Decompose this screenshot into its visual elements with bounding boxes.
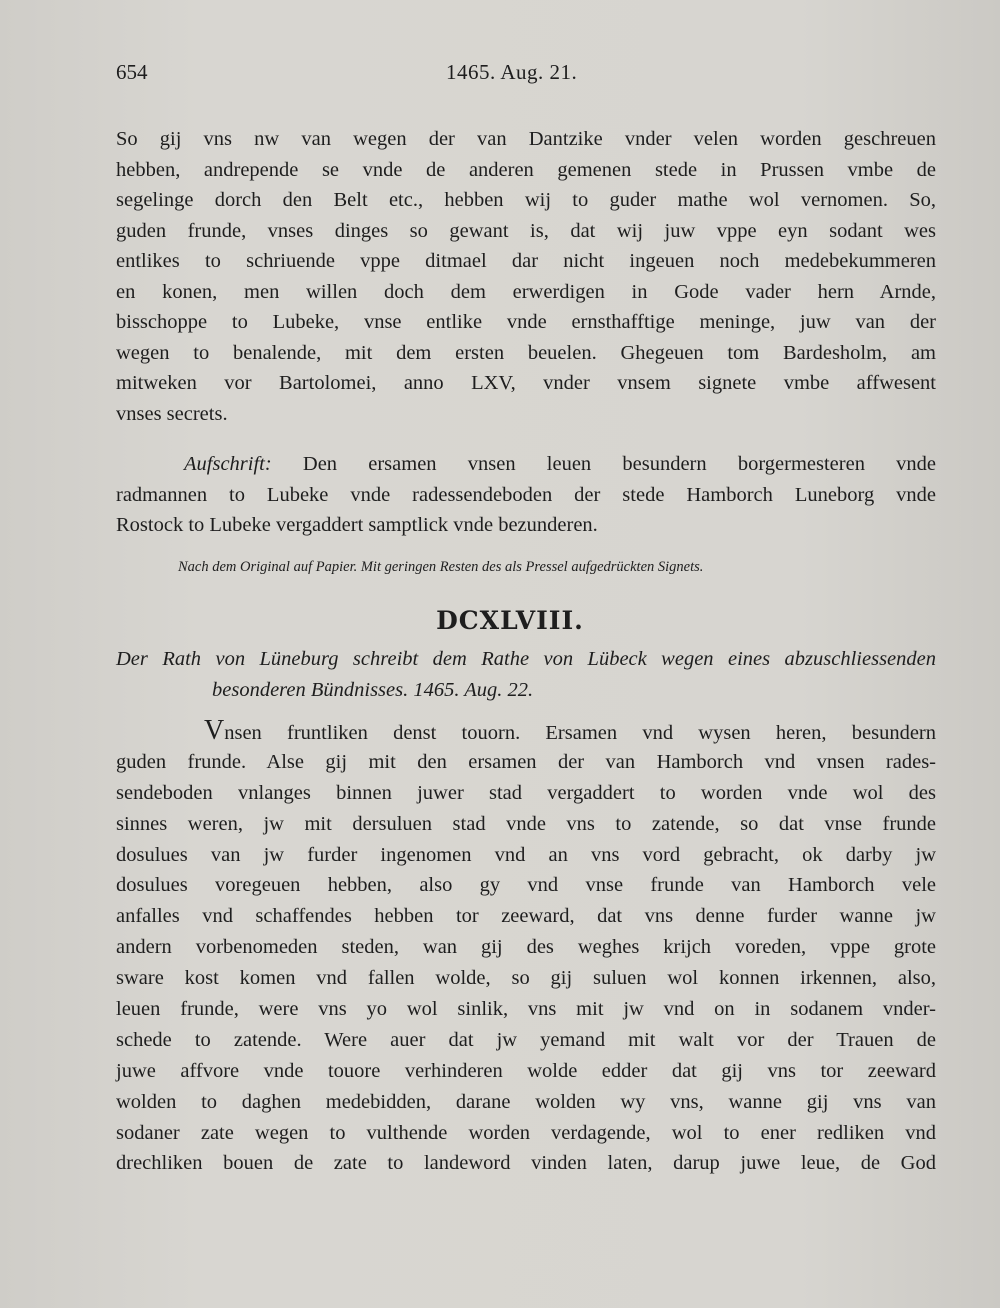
page-header: [116, 60, 936, 90]
text-line: schede to zatende. Were auer dat jw yemand mit walt vor der Trauen de: [116, 1028, 936, 1051]
source-note: Nach dem Original auf Papier. Mit geringen Resten des als Pressel aufgedrückten Signets.: [178, 559, 704, 575]
text-line: wolden to daghen medebidden, darane wolden wy vns, wanne gij vns van: [116, 1090, 936, 1113]
address-text: Den ersamen vnsen leuen besundern borgermesteren vnde: [302, 453, 936, 475]
text-line: hebben, andrepende se vnde de anderen gemenen stede in Prussen vmbe de: [116, 158, 936, 181]
address-label: Aufschrift:: [184, 453, 272, 475]
initial-letter: V: [204, 715, 225, 746]
text-line: en konen, men willen doch dem erwerdigen in Gode vader hern Arnde,: [116, 280, 936, 303]
letter-body-1: [116, 124, 936, 429]
text-line: So gij vns nw van wegen der van Dantzike vnder velen worden geschreuen: [116, 128, 936, 150]
regest-line: Der Rath von Lüneburg schreibt dem Rathe von Lübeck wegen eines abzuschliessenden: [116, 648, 936, 670]
text-line: wegen to benalende, mit dem ersten beuelen. Ghegeuen tom Bardesholm, am: [116, 341, 936, 364]
letter-body-2: [116, 716, 936, 1179]
text-line: segelinge dorch den Belt etc., hebben wij to guder mathe wol vernomen. So,: [116, 189, 936, 211]
text-line: guden frunde. Alse gij mit den ersamen der van Hamborch vnd vnsen rades-: [116, 750, 936, 773]
regest-line: besonderen Bündnisses. 1465. Aug. 22.: [212, 679, 534, 701]
text-line: sinnes weren, jw mit dersuluen stad vnde vns to zatende, so dat vnse frunde: [116, 812, 936, 835]
running-head: 1465. Aug. 21.: [446, 60, 578, 84]
text-line: drechliken bouen de zate to landeword vinden laten, darup juwe leue, de God: [116, 1152, 936, 1175]
text-line: radmannen to Lubeke vnde radessendeboden der stede Hamborch Luneborg vnde: [116, 483, 936, 506]
text-line: vnses secrets.: [116, 402, 228, 425]
text-line: entlikes to schriuende vppe ditmael dar nicht ingeuen noch medebekummeren: [116, 250, 936, 272]
text-line: sodaner zate wegen to vulthende worden verdagende, wol to ener redliken vnd: [116, 1121, 936, 1144]
address-section: [116, 449, 936, 541]
text-line: juwe affvore vnde touore verhinderen wolde edder dat gij vns tor zeeward: [116, 1059, 936, 1082]
address-first-line: [116, 449, 936, 480]
text-line: bisschoppe to Lubeke, vnse entlike vnde ernsthafftige meninge, juw van der: [116, 311, 936, 333]
letter-first-line: [116, 716, 936, 747]
text-line: dosulues voregeuen hebben, also gy vnd vnse frunde van Hamborch vele: [116, 874, 936, 897]
text-line: andern vorbenomeden steden, wan gij des weghes krijch voreden, vppe grote: [116, 936, 936, 959]
text-line: anfalles vnd schaffendes hebben tor zeeward, dat vns denne furder wanne jw: [116, 905, 936, 928]
document-number: DCXLVIII.: [436, 606, 584, 635]
page-number: 654: [116, 60, 148, 84]
text-line: sendeboden vnlanges binnen juwer stad vergaddert to worden vnde wol des: [116, 781, 936, 804]
text-line: sware kost komen vnd fallen wolde, so gij suluen wol konnen irkennen, also,: [116, 967, 936, 990]
text-line: mitweken vor Bartolomei, anno LXV, vnder vnsem signete vmbe affwesent: [116, 372, 936, 394]
text-line: guden frunde, vnses dinges so gewant is, dat wij juw vppe eyn sodant wes: [116, 219, 936, 242]
text-line: leuen frunde, were vns yo wol sinlik, vns mit jw vnd on in sodanem vnder-: [116, 998, 936, 1021]
regest: [116, 644, 936, 706]
text-line: Rostock to Lubeke vergaddert samptlick vnde bezunderen.: [116, 514, 598, 536]
text-line: dosulues van jw furder ingenomen vnd an vns vord gebracht, ok darby jw: [116, 843, 936, 866]
first-line-text: nsen fruntliken denst touorn. Ersamen vnd wysen heren, besundern: [224, 722, 936, 744]
